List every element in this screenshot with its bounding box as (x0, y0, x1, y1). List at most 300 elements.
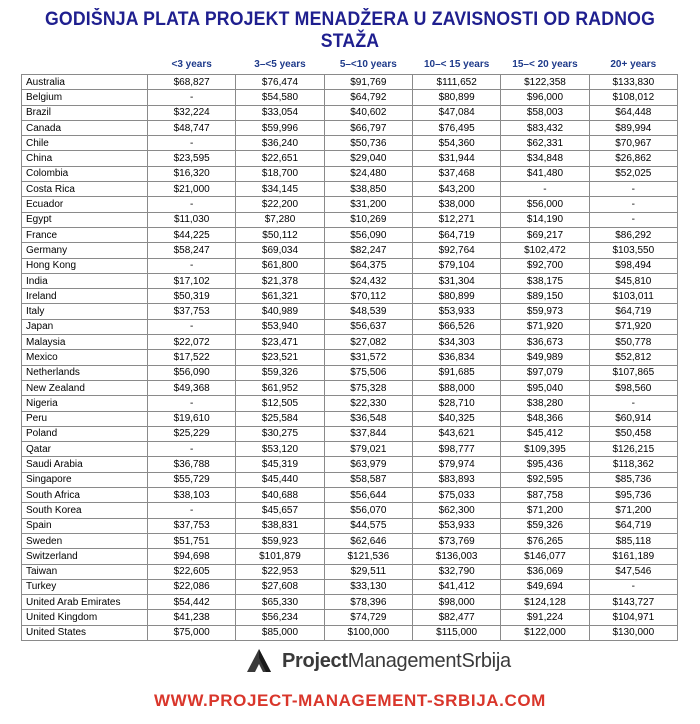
table-row (22, 273, 678, 288)
country-cell: Australia (22, 75, 148, 90)
salary-cell: $31,200 (324, 197, 412, 212)
salary-cell: $85,118 (589, 533, 677, 548)
salary-cell: $45,412 (501, 426, 589, 441)
salary-cell: $146,077 (501, 549, 589, 564)
salary-cell: $62,646 (324, 533, 412, 548)
salary-cell: - (589, 579, 677, 594)
salary-cell: $22,605 (148, 564, 236, 579)
salary-cell: $54,360 (412, 136, 500, 151)
salary-cell: $24,480 (324, 166, 412, 181)
salary-cell: $48,366 (501, 411, 589, 426)
salary-cell: $59,923 (236, 533, 324, 548)
salary-cell: $64,375 (324, 258, 412, 273)
salary-cell: $75,000 (148, 625, 236, 640)
salary-cell: $143,727 (589, 595, 677, 610)
salary-cell: $65,330 (236, 595, 324, 610)
salary-cell: - (148, 396, 236, 411)
salary-cell: $58,587 (324, 472, 412, 487)
salary-cell: $61,321 (236, 289, 324, 304)
salary-cell: - (148, 258, 236, 273)
website-url[interactable]: WWW.PROJECT-MANAGEMENT-SRBIJA.COM (154, 691, 546, 710)
salary-cell: $28,710 (412, 396, 500, 411)
salary-cell: $14,190 (501, 212, 589, 227)
salary-cell: $71,200 (501, 503, 589, 518)
salary-cell: $91,769 (324, 75, 412, 90)
table-row (22, 166, 678, 181)
salary-cell: - (589, 212, 677, 227)
salary-cell: $82,247 (324, 243, 412, 258)
salary-cell: $12,505 (236, 396, 324, 411)
salary-cell: $55,729 (148, 472, 236, 487)
salary-cell: $103,550 (589, 243, 677, 258)
salary-cell: $34,145 (236, 182, 324, 197)
salary-cell: $122,000 (501, 625, 589, 640)
salary-cell: $96,000 (501, 90, 589, 105)
table-row (22, 533, 678, 548)
salary-cell: $74,729 (324, 610, 412, 625)
salary-cell: $27,608 (236, 579, 324, 594)
salary-cell: $109,395 (501, 442, 589, 457)
salary-cell: $56,070 (324, 503, 412, 518)
salary-cell: $40,325 (412, 411, 500, 426)
salary-cell: $87,758 (501, 488, 589, 503)
table-row (22, 75, 678, 90)
salary-cell: $76,474 (236, 75, 324, 90)
salary-cell: $71,200 (589, 503, 677, 518)
salary-cell: $34,303 (412, 335, 500, 350)
salary-cell: $36,673 (501, 335, 589, 350)
salary-cell: $52,025 (589, 166, 677, 181)
salary-cell: $21,000 (148, 182, 236, 197)
salary-table-container (21, 54, 677, 641)
salary-cell: - (148, 136, 236, 151)
salary-cell: $63,979 (324, 457, 412, 472)
salary-cell: $89,994 (589, 120, 677, 135)
header-experience-2: 3–<5 years (236, 54, 324, 75)
salary-cell: $85,736 (589, 472, 677, 487)
salary-cell: $92,595 (501, 472, 589, 487)
salary-cell: $56,090 (324, 227, 412, 242)
table-row (22, 197, 678, 212)
salary-cell: $71,920 (589, 319, 677, 334)
salary-cell: $83,893 (412, 472, 500, 487)
salary-cell: $76,265 (501, 533, 589, 548)
salary-cell: $83,432 (501, 120, 589, 135)
country-cell: Egypt (22, 212, 148, 227)
salary-cell: $49,989 (501, 350, 589, 365)
table-row (22, 595, 678, 610)
salary-cell: $89,150 (501, 289, 589, 304)
country-cell: Nigeria (22, 396, 148, 411)
salary-cell: $25,229 (148, 426, 236, 441)
salary-cell: $59,973 (501, 304, 589, 319)
table-row (22, 396, 678, 411)
salary-cell: $58,003 (501, 105, 589, 120)
salary-cell: $37,844 (324, 426, 412, 441)
salary-cell: $91,224 (501, 610, 589, 625)
country-cell: Canada (22, 120, 148, 135)
salary-cell: $92,700 (501, 258, 589, 273)
salary-cell: $47,084 (412, 105, 500, 120)
country-cell: France (22, 227, 148, 242)
table-body (22, 75, 678, 641)
salary-cell: $32,224 (148, 105, 236, 120)
project-management-srbija-logo (246, 648, 546, 676)
salary-cell: $40,602 (324, 105, 412, 120)
salary-cell: - (148, 319, 236, 334)
salary-cell: $36,240 (236, 136, 324, 151)
header-experience-3: 5–<10 years (324, 54, 412, 75)
salary-cell: - (148, 90, 236, 105)
salary-cell: $53,933 (412, 304, 500, 319)
salary-cell: $64,448 (589, 105, 677, 120)
table-row (22, 212, 678, 227)
salary-cell: $19,610 (148, 411, 236, 426)
salary-cell: $41,238 (148, 610, 236, 625)
salary-cell: $54,580 (236, 90, 324, 105)
salary-cell: $59,996 (236, 120, 324, 135)
table-row (22, 335, 678, 350)
salary-cell: $48,539 (324, 304, 412, 319)
salary-cell: $61,800 (236, 258, 324, 273)
salary-cell: $36,548 (324, 411, 412, 426)
salary-cell: $45,319 (236, 457, 324, 472)
country-cell: Chile (22, 136, 148, 151)
salary-cell: $73,769 (412, 533, 500, 548)
logo-text-management: Management (347, 650, 462, 672)
country-cell: Netherlands (22, 365, 148, 380)
salary-cell: $61,952 (236, 380, 324, 395)
salary-cell: $92,764 (412, 243, 500, 258)
header-experience-1: <3 years (148, 54, 236, 75)
salary-cell: $79,021 (324, 442, 412, 457)
country-cell: Sweden (22, 533, 148, 548)
salary-cell: $22,651 (236, 151, 324, 166)
country-cell: United States (22, 625, 148, 640)
country-cell: South Korea (22, 503, 148, 518)
table-row (22, 120, 678, 135)
salary-cell: $102,472 (501, 243, 589, 258)
triangle-logo-icon (246, 648, 272, 674)
salary-cell: $62,331 (501, 136, 589, 151)
salary-cell: $31,304 (412, 273, 500, 288)
table-row (22, 472, 678, 487)
salary-cell: $36,788 (148, 457, 236, 472)
country-cell: Costa Rica (22, 182, 148, 197)
salary-cell: $43,200 (412, 182, 500, 197)
header-experience-5: 15–< 20 years (501, 54, 589, 75)
salary-cell: $98,494 (589, 258, 677, 273)
salary-cell: $29,040 (324, 151, 412, 166)
salary-cell: $53,940 (236, 319, 324, 334)
table-row (22, 457, 678, 472)
country-cell: Mexico (22, 350, 148, 365)
salary-cell: $53,933 (412, 518, 500, 533)
salary-cell: $53,120 (236, 442, 324, 457)
country-cell: Brazil (22, 105, 148, 120)
salary-cell: $86,292 (589, 227, 677, 242)
table-row (22, 182, 678, 197)
table-row (22, 227, 678, 242)
salary-cell: $26,862 (589, 151, 677, 166)
salary-cell: $75,506 (324, 365, 412, 380)
salary-cell: $100,000 (324, 625, 412, 640)
table-row (22, 136, 678, 151)
salary-cell: $80,899 (412, 289, 500, 304)
salary-cell: $88,000 (412, 380, 500, 395)
salary-cell: $124,128 (501, 595, 589, 610)
salary-cell: $17,522 (148, 350, 236, 365)
salary-cell: $29,511 (324, 564, 412, 579)
salary-cell: $50,112 (236, 227, 324, 242)
salary-cell: $59,326 (501, 518, 589, 533)
salary-cell: - (148, 442, 236, 457)
table-row (22, 564, 678, 579)
table-row (22, 105, 678, 120)
salary-cell: - (589, 182, 677, 197)
salary-cell: $36,834 (412, 350, 500, 365)
salary-cell: $22,330 (324, 396, 412, 411)
salary-cell: $161,189 (589, 549, 677, 564)
logo-text-srbija: Srbija (461, 650, 511, 672)
salary-cell: $79,974 (412, 457, 500, 472)
salary-cell: $44,225 (148, 227, 236, 242)
salary-cell: $44,575 (324, 518, 412, 533)
salary-cell: $37,468 (412, 166, 500, 181)
salary-cell: $27,082 (324, 335, 412, 350)
salary-cell: $80,899 (412, 90, 500, 105)
salary-cell: $64,719 (589, 518, 677, 533)
salary-cell: - (501, 182, 589, 197)
salary-cell: $56,090 (148, 365, 236, 380)
salary-cell: $41,412 (412, 579, 500, 594)
salary-cell: $38,000 (412, 197, 500, 212)
salary-cell: $49,694 (501, 579, 589, 594)
table-row (22, 488, 678, 503)
salary-table (21, 54, 678, 641)
salary-cell: $69,217 (501, 227, 589, 242)
salary-cell: $50,736 (324, 136, 412, 151)
salary-cell: $78,396 (324, 595, 412, 610)
salary-cell: $76,495 (412, 120, 500, 135)
country-cell: India (22, 273, 148, 288)
salary-cell: $97,079 (501, 365, 589, 380)
country-cell: Taiwan (22, 564, 148, 579)
salary-cell: $40,989 (236, 304, 324, 319)
salary-cell: $64,719 (412, 227, 500, 242)
salary-cell: $31,944 (412, 151, 500, 166)
table-row (22, 503, 678, 518)
salary-cell: $30,275 (236, 426, 324, 441)
table-row (22, 258, 678, 273)
salary-cell: $37,753 (148, 304, 236, 319)
table-row (22, 350, 678, 365)
salary-cell: $38,175 (501, 273, 589, 288)
salary-cell: $79,104 (412, 258, 500, 273)
salary-cell: $11,030 (148, 212, 236, 227)
salary-cell: $130,000 (589, 625, 677, 640)
salary-cell: $54,442 (148, 595, 236, 610)
salary-cell: $38,280 (501, 396, 589, 411)
salary-cell: $122,358 (501, 75, 589, 90)
salary-cell: $56,644 (324, 488, 412, 503)
salary-cell: $36,069 (501, 564, 589, 579)
country-cell: Germany (22, 243, 148, 258)
header-experience-6: 20+ years (589, 54, 677, 75)
table-row (22, 518, 678, 533)
salary-cell: $104,971 (589, 610, 677, 625)
salary-cell: $22,072 (148, 335, 236, 350)
country-cell: United Arab Emirates (22, 595, 148, 610)
country-cell: Malaysia (22, 335, 148, 350)
salary-cell: $82,477 (412, 610, 500, 625)
salary-cell: $32,790 (412, 564, 500, 579)
salary-cell: $38,831 (236, 518, 324, 533)
salary-cell: $17,102 (148, 273, 236, 288)
table-row (22, 411, 678, 426)
salary-cell: $25,584 (236, 411, 324, 426)
salary-cell: $91,685 (412, 365, 500, 380)
table-row (22, 579, 678, 594)
country-cell: Poland (22, 426, 148, 441)
salary-cell: $22,086 (148, 579, 236, 594)
salary-cell: $107,865 (589, 365, 677, 380)
table-row (22, 625, 678, 640)
country-cell: Turkey (22, 579, 148, 594)
salary-cell: - (589, 197, 677, 212)
salary-cell: $56,234 (236, 610, 324, 625)
table-row (22, 610, 678, 625)
country-cell: Colombia (22, 166, 148, 181)
salary-cell: $69,034 (236, 243, 324, 258)
salary-cell: $45,810 (589, 273, 677, 288)
salary-cell: $47,546 (589, 564, 677, 579)
salary-cell: $98,000 (412, 595, 500, 610)
salary-cell: $95,736 (589, 488, 677, 503)
salary-cell: $51,751 (148, 533, 236, 548)
salary-cell: $23,471 (236, 335, 324, 350)
logo-text (282, 650, 511, 673)
country-cell: Ecuador (22, 197, 148, 212)
country-cell: Belgium (22, 90, 148, 105)
salary-cell: $126,215 (589, 442, 677, 457)
salary-cell: $45,657 (236, 503, 324, 518)
country-cell: Ireland (22, 289, 148, 304)
salary-cell: $22,200 (236, 197, 324, 212)
salary-cell: $133,830 (589, 75, 677, 90)
country-cell: Saudi Arabia (22, 457, 148, 472)
salary-cell: $98,560 (589, 380, 677, 395)
salary-cell: $121,536 (324, 549, 412, 564)
table-row (22, 304, 678, 319)
salary-cell: $64,719 (589, 304, 677, 319)
country-cell: United Kingdom (22, 610, 148, 625)
salary-cell: $49,368 (148, 380, 236, 395)
country-cell: South Africa (22, 488, 148, 503)
salary-cell: $95,436 (501, 457, 589, 472)
salary-cell: $70,112 (324, 289, 412, 304)
salary-cell: $45,440 (236, 472, 324, 487)
salary-cell: $75,033 (412, 488, 500, 503)
salary-cell: $101,879 (236, 549, 324, 564)
salary-cell: $98,777 (412, 442, 500, 457)
table-row (22, 426, 678, 441)
salary-cell: $75,328 (324, 380, 412, 395)
page-title: GODIŠNJA PLATA PROJEKT MENADŽERA U ZAVISNOSTI OD RADNOG STAŽA (44, 9, 656, 52)
salary-cell: $56,000 (501, 197, 589, 212)
header-country (22, 54, 148, 75)
country-cell: Italy (22, 304, 148, 319)
salary-cell: $43,621 (412, 426, 500, 441)
salary-cell: $95,040 (501, 380, 589, 395)
salary-cell: $48,747 (148, 120, 236, 135)
table-row (22, 151, 678, 166)
table-row (22, 549, 678, 564)
salary-cell: $24,432 (324, 273, 412, 288)
salary-cell: $21,378 (236, 273, 324, 288)
salary-cell: $37,753 (148, 518, 236, 533)
salary-cell: $50,458 (589, 426, 677, 441)
salary-cell: $23,595 (148, 151, 236, 166)
salary-cell: $16,320 (148, 166, 236, 181)
salary-cell: $62,300 (412, 503, 500, 518)
salary-cell: $33,130 (324, 579, 412, 594)
salary-cell: - (148, 503, 236, 518)
salary-cell: $85,000 (236, 625, 324, 640)
salary-cell: $33,054 (236, 105, 324, 120)
salary-cell: $50,319 (148, 289, 236, 304)
table-row (22, 243, 678, 258)
salary-cell: $12,271 (412, 212, 500, 227)
salary-cell: $34,848 (501, 151, 589, 166)
salary-cell: $52,812 (589, 350, 677, 365)
salary-cell: $66,797 (324, 120, 412, 135)
table-header-row (22, 54, 678, 75)
salary-cell: $31,572 (324, 350, 412, 365)
logo-text-project: Project (282, 650, 348, 672)
salary-cell: $94,698 (148, 549, 236, 564)
table-row (22, 289, 678, 304)
country-cell: Singapore (22, 472, 148, 487)
table-row (22, 365, 678, 380)
salary-cell: $71,920 (501, 319, 589, 334)
salary-cell: $103,011 (589, 289, 677, 304)
salary-cell: $136,003 (412, 549, 500, 564)
header-experience-4: 10–< 15 years (412, 54, 500, 75)
country-cell: Spain (22, 518, 148, 533)
salary-cell: $60,914 (589, 411, 677, 426)
table-row (22, 442, 678, 457)
salary-cell: $56,637 (324, 319, 412, 334)
salary-cell: $66,526 (412, 319, 500, 334)
salary-cell: $18,700 (236, 166, 324, 181)
table-row (22, 380, 678, 395)
salary-cell: $68,827 (148, 75, 236, 90)
country-cell: China (22, 151, 148, 166)
salary-cell: $38,850 (324, 182, 412, 197)
salary-cell: $50,778 (589, 335, 677, 350)
country-cell: Qatar (22, 442, 148, 457)
salary-cell: $40,688 (236, 488, 324, 503)
salary-cell: $64,792 (324, 90, 412, 105)
salary-cell: $22,953 (236, 564, 324, 579)
country-cell: New Zealand (22, 380, 148, 395)
salary-cell: $111,652 (412, 75, 500, 90)
salary-cell: $70,967 (589, 136, 677, 151)
salary-cell: $38,103 (148, 488, 236, 503)
salary-cell: - (148, 197, 236, 212)
salary-cell: $115,000 (412, 625, 500, 640)
